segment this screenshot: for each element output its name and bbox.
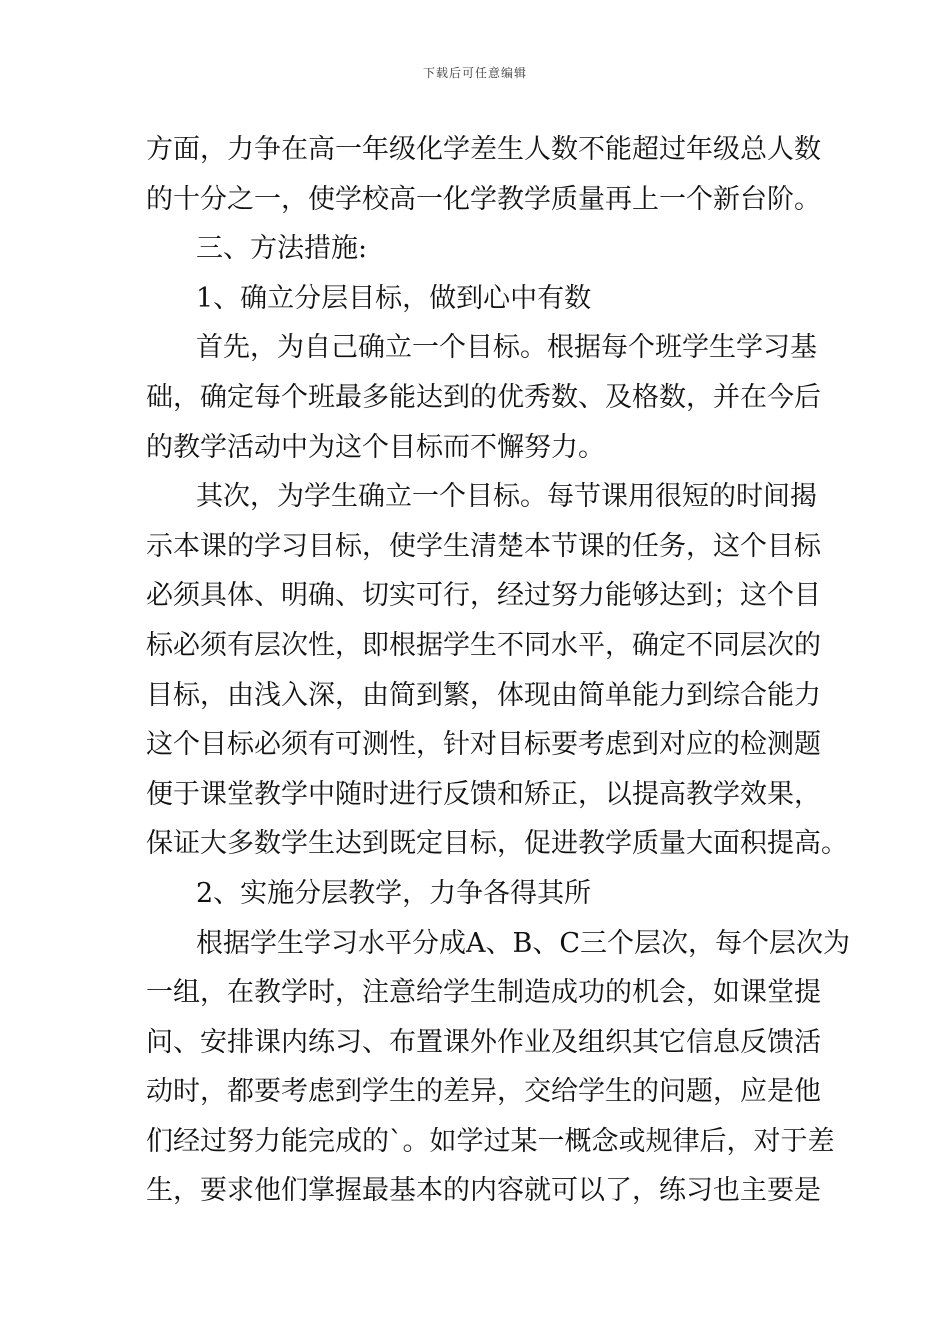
text-line: 其次，为学生确立一个目标。每节课用很短的时间揭 xyxy=(196,481,817,513)
text-line: 一组，在教学时，注意给学生制造成功的机会，如课堂提 xyxy=(146,977,821,1009)
subsection-heading: 2、实施分层教学，力争各得其所 xyxy=(196,877,592,909)
text-line: 便于课堂教学中随时进行反馈和矫正，以提高教学效果， xyxy=(146,778,821,810)
text-line: 首先，为自己确立一个目标。根据每个班学生学习基 xyxy=(196,332,817,364)
text-line: 方面，力争在高一年级化学差生人数不能超过年级总人数 xyxy=(146,134,821,165)
section-heading: 三、方法措施: xyxy=(196,233,368,265)
text-line: 础，确定每个班最多能达到的优秀数、及格数，并在今后 xyxy=(146,381,821,413)
text-line: 根据学生学习水平分成A、B、C三个层次，每个层次为 xyxy=(196,927,850,959)
text-line: 示本课的学习目标，使学生清楚本节课的任务，这个目标 xyxy=(146,530,821,562)
text-line: 标必须有层次性，即根据学生不同水平，确定不同层次的 xyxy=(146,629,821,661)
text-line: 动时，都要考虑到学生的差异，交给学生的问题，应是他 xyxy=(146,1076,821,1108)
text-line: 保证大多数学生达到既定目标，促进教学质量大面积提高。 xyxy=(146,828,848,860)
text-line: 问、安排课内练习、布置课外作业及组织其它信息反馈活 xyxy=(146,1026,821,1058)
page-header: 下载后可任意编辑 xyxy=(422,66,527,80)
text-line: 生，要求他们掌握最基本的内容就可以了，练习也主要是 xyxy=(146,1175,821,1207)
document-body xyxy=(146,125,850,1216)
text-line: 们经过努力能完成的`。如学过某一概念或规律后，对于差 xyxy=(146,1125,835,1157)
text-line: 必须具体、明确、切实可行，经过努力能够达到；这个目 xyxy=(146,580,821,612)
text-line: 目标，由浅入深，由简到繁，体现由简单能力到综合能力 xyxy=(146,679,821,711)
text-line: 的十分之一，使学校高一化学教学质量再上一个新台阶。 xyxy=(146,183,821,215)
text-line: 的教学活动中为这个目标而不懈努力。 xyxy=(146,431,605,463)
subsection-heading: 1、确立分层目标，做到心中有数 xyxy=(196,282,592,314)
text-line: 这个目标必须有可测性，针对目标要考虑到对应的检测题 xyxy=(146,729,821,761)
